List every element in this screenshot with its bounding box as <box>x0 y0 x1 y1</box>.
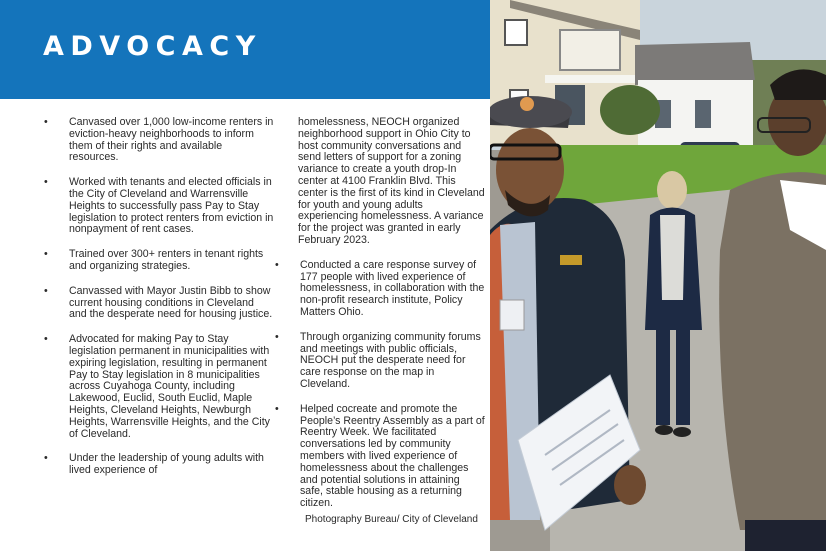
bullet-icon: • <box>44 176 48 189</box>
photo-credit: Photography Bureau/ City of Cleveland <box>305 514 478 525</box>
advocacy-photo <box>490 0 826 551</box>
bullet-text: Advocated for making Pay to Stay legislation permanent in municipalities with expiring legislation, resulting in permanent Pay to Stay legislation in 8 municipalities across Cuyahoga County, including Lakewood, Euclid, South Euclid, Maple Heights, Cleveland Heights, Newburgh Heights, Warrensville Heights, and the City of Cleveland. <box>69 333 270 440</box>
bullet-text: Under the leadership of young adults with lived experience of <box>69 452 264 477</box>
bullet-icon: • <box>44 333 48 346</box>
bullet-item <box>275 260 485 319</box>
bullet-icon: • <box>275 258 279 271</box>
bullet-item <box>44 177 274 236</box>
bullet-icon: • <box>44 452 48 465</box>
bullet-text: Worked with tenants and elected officials in the City of Cleveland and Warrensville Heights to successfully pass Pay to Stay legislation to protect renters from eviction in nonpayment of rent cases. <box>69 176 274 236</box>
bullet-icon: • <box>44 116 48 128</box>
right-bullet-column <box>275 117 485 523</box>
bullet-text: Conducted a care response survey of 177 people with lived experience of homelessness, in collaboration with the non-profit research institute, Policy Matters Ohio. <box>300 258 485 318</box>
bullet-item <box>275 332 485 391</box>
bullet-text: Trained over 300+ renters in tenant rights and organizing strategies. <box>69 248 264 272</box>
bullet-icon: • <box>44 284 48 297</box>
bullet-continuation: homelessness, NEOCH organized neighborhood support in Ohio City to host community conversations and send letters of support for a zoning variance to create a youth drop-In center at 4100 Franklin Blvd. This center is the first of its kind in Cleveland for youth and young adults experiencing homelessness. A variance for the project was granted in early February 2023. <box>298 116 485 246</box>
bullet-item <box>44 453 274 477</box>
bullet-icon: • <box>275 402 279 415</box>
bullet-text: Canvassed with Mayor Justin Bibb to show current housing conditions in Cleveland and the desperate need for housing justice. <box>69 284 273 321</box>
bullet-text: Helped cocreate and promote the People’s Reentry Assembly as a part of Reentry Week. We facilitated conversations led by community members with lived experience of homelessness about the challenges and potential solutions in attaining safe, stable housing as a returning citizen. <box>300 402 485 510</box>
bullet-icon: • <box>275 330 279 343</box>
bullet-item <box>275 404 485 510</box>
bullet-item <box>44 117 274 164</box>
bullet-item <box>44 334 274 440</box>
bullet-text: Through organizing community forums and meetings with public officials, NEOCH put the desperate need for care response on the map in Cleveland. <box>300 330 481 390</box>
bullet-item <box>44 286 274 321</box>
header-banner <box>0 0 490 99</box>
bullet-text: Canvased over 1,000 low-income renters in eviction-heavy neighborhoods to inform them of their rights and available resources. <box>69 116 274 164</box>
bullet-icon: • <box>44 248 48 261</box>
bullet-item <box>44 249 274 273</box>
page-title: ADVOCACY <box>43 31 262 62</box>
left-bullet-column <box>44 117 274 490</box>
